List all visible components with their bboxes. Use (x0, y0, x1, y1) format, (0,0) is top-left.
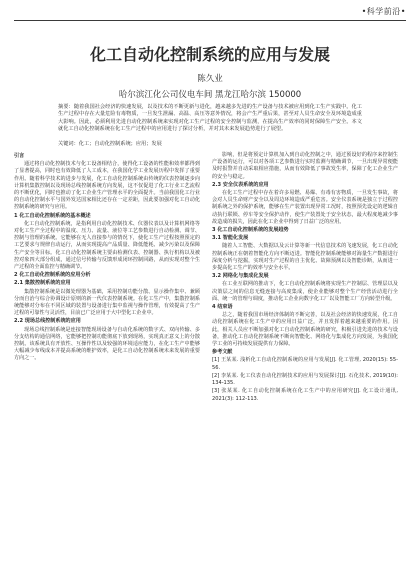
body-paragraph: 在化工生产过程中存在着许多易燃、易爆、有毒有害物质，一旦发生事故，将会对人员生命财产安全以及周边环境造成严重危害。安全仪表系统是独立于过程控制系统之外的保护系统，能够在生产装置出现异常工况时，按照预先设定的逻辑自动执行联锁、停车等安全保护动作，使生产装置处于安全状态，最大程度地减少事故造成的损失，因此在化工企业中得到了日益广泛的应用。 (212, 190, 398, 225)
reference-item: [3] 张某某. 化工自动化控制系统在化工生产中的应用研究[J]. 化工设计通讯, 2021(3): 112-113. (212, 388, 398, 402)
body-paragraph: 现场总线控制系统是连接智能现场设备与自动化系统的数字式、双向传输、多分支结构的通信网络，它能够把控制功能彻底下放到现场，实现真正意义上的分散控制。该系统具有开放性、互操作性以及较强的环境适应能力，在化工生产中能够大幅减少布线成本并提高系统的维护效率，是化工自动化控制系统未来发展的重要方向之一。 (14, 326, 200, 362)
body-column-right (212, 152, 398, 404)
body-paragraph: 集散控制系统是以微处理器为基础，采用控制功能分散、显示操作集中、兼顾分而自治与综合协调设计原则的新一代仪表控制系统。在化工生产中，集散控制系统能够对分布在不同区域的装置与设备进行集中监视与操作管理，有效提高了生产过程的可靠性与灵活性，目前已广泛应用于大中型化工企业中。 (14, 288, 200, 317)
section-heading: 2.1 集散控制系统的应用 (14, 280, 71, 287)
section-heading: 1 化工自动化控制系统的基本概述 (14, 212, 91, 219)
section-heading: 参考文献 (212, 349, 233, 356)
section-label: •科学前沿• (361, 7, 406, 16)
article-abstract: 摘要：随着我国社会经济的快速发展，以及技术的不断更新与进化，越来越多先进的生产设备与技术被应用到化工生产实践中。化工生产过程中存在大量危险有毒物质，一旦发生泄漏、高温、高压等意外情况，将会产生严重后果，甚至对人员生命安全及环境造成重大影响。因此，必须利用先进自动化控制系统来实现对化工生产过程的安全控制与监测，在提高生产效率的同时保障生产安全。本文就化工自动化控制系统在化工生产过程中的应用进行了探讨分析，并对其未来发展趋势进行了展望。 (58, 104, 362, 133)
section-heading: 引言 (14, 153, 25, 159)
article-affiliation: 哈尔滨江化公司仪电车间 黑龙江哈尔滨 150000 (118, 90, 302, 100)
article-author: 陈久业 (197, 74, 223, 84)
article-keywords: 关键词：化工；自动化控制系统；应用；发展 (58, 141, 162, 147)
page-header (0, 0, 420, 22)
section-heading: 4 结束语 (212, 304, 233, 311)
section-heading: 3.1 智能化发展 (212, 235, 249, 242)
header-rule (14, 20, 406, 21)
body-paragraph: 化工自动化控制系统，是指利用自动化控制技术、仪器仪表以及计算机网络等对化工生产全过程中的温度、压力、流量、液位等工艺参数进行自动检测、调节、控制与管理的系统。它能够在无人直接参与的情况下，使化工生产过程按照预定的工艺要求与规律自动运行，从而实现提高产品质量、降低能耗、减少污染以及保障生产安全等目标。化工自动化控制系统主要由检测仪表、控制器、执行机构以及被控对象四大部分组成，通过信号传输与反馈形成闭环控制回路，从而实现对整个生产过程的全面监控与精确调节。 (14, 220, 200, 271)
section-heading: 2 化工自动化控制系统的应用分析 (14, 272, 91, 279)
reference-item: [2] 李某某. 化工仪表自动化控制技术的应用与发展探讨[J]. 石化技术, 2019(10): 134-135. (212, 372, 398, 387)
body-paragraph: 在工业互联网的推动下，化工自动化控制系统将实现生产控制层、管理层以及决策层之间的信息无缝连接与高度集成，使企业能够对整个生产经营活动进行全面、统一的管理与调度，推动化工企业向数字化工厂以及智能工厂方向转型升级。 (212, 281, 398, 302)
section-heading: 2.3 安全仪表系统的应用 (212, 181, 269, 188)
body-paragraph: 通过将自动化控制技术与化工设备相结合，使得化工设备的性能和效率都得到了显著提高，同时也有效降低了人工成本，在我国化学工业发展历程中发挥了重要作用。随着科学技术的进步与发展，化工自动化控制系统由传统的仪表控制逐步向计算机集散控制以及现场总线控制系统方向发展，这不仅促进了化工行业工艺流程的不断优化，同时也推动了化工企业生产管理水平的全面提升。当前我国化工行业的自动化控制水平与国外发达国家相比还存在一定差距，因此要加强对化工自动化控制系统的研究与应用。 (14, 161, 200, 211)
section-heading: 3.2 网络化与集成化发展 (212, 273, 269, 280)
body-paragraph: 随着人工智能、大数据以及云计算等新一代信息技术的飞速发展，化工自动化控制系统正在朝着智能化方向不断迈进。智能化控制系统能够对海量生产数据进行深度分析与挖掘，实现对生产过程的自主优化、故障预测以及智能诊断，从而进一步提高化工生产的效率与安全水平。 (212, 243, 398, 272)
body-paragraph: 总之，随着我国市场经济体制的不断完善，以及社会经济的快速发展，化工自动化控制系统在化工生产中的应用日益广泛，并且发挥着越来越重要的作用。因此，相关人员应不断加强对化工自动化控制系统的研究，积极引进先进的技术与设备，推动化工自动化控制系统不断向智能化、网络化与集成化方向发展，为我国化学工业的可持续发展提供有力保障。 (212, 312, 398, 348)
section-heading: 3 化工自动化控制系统的发展趋势 (212, 227, 289, 234)
reference-item: [1] 王某某. 浅析化工自动化控制系统的应用与发展[J]. 化工管理, 2020(15): 55-56. (212, 357, 398, 371)
body-paragraph: 影响，但是将预定计算机加入到自动化控制之中，通过预设好的程序来控制生产设备的运行，可以对各项工艺参数进行实时监测与精确调节，一旦出现异常便能及时报警并自动采取相应措施，从而有效降低了事故发生率，保障了化工企业生产的安全与稳定。 (212, 152, 398, 180)
article-title: 化工自动化控制系统的应用与发展 (89, 45, 330, 64)
section-heading: 2.2 现场总线控制系统的应用 (14, 318, 81, 325)
body-column-left (14, 152, 200, 364)
